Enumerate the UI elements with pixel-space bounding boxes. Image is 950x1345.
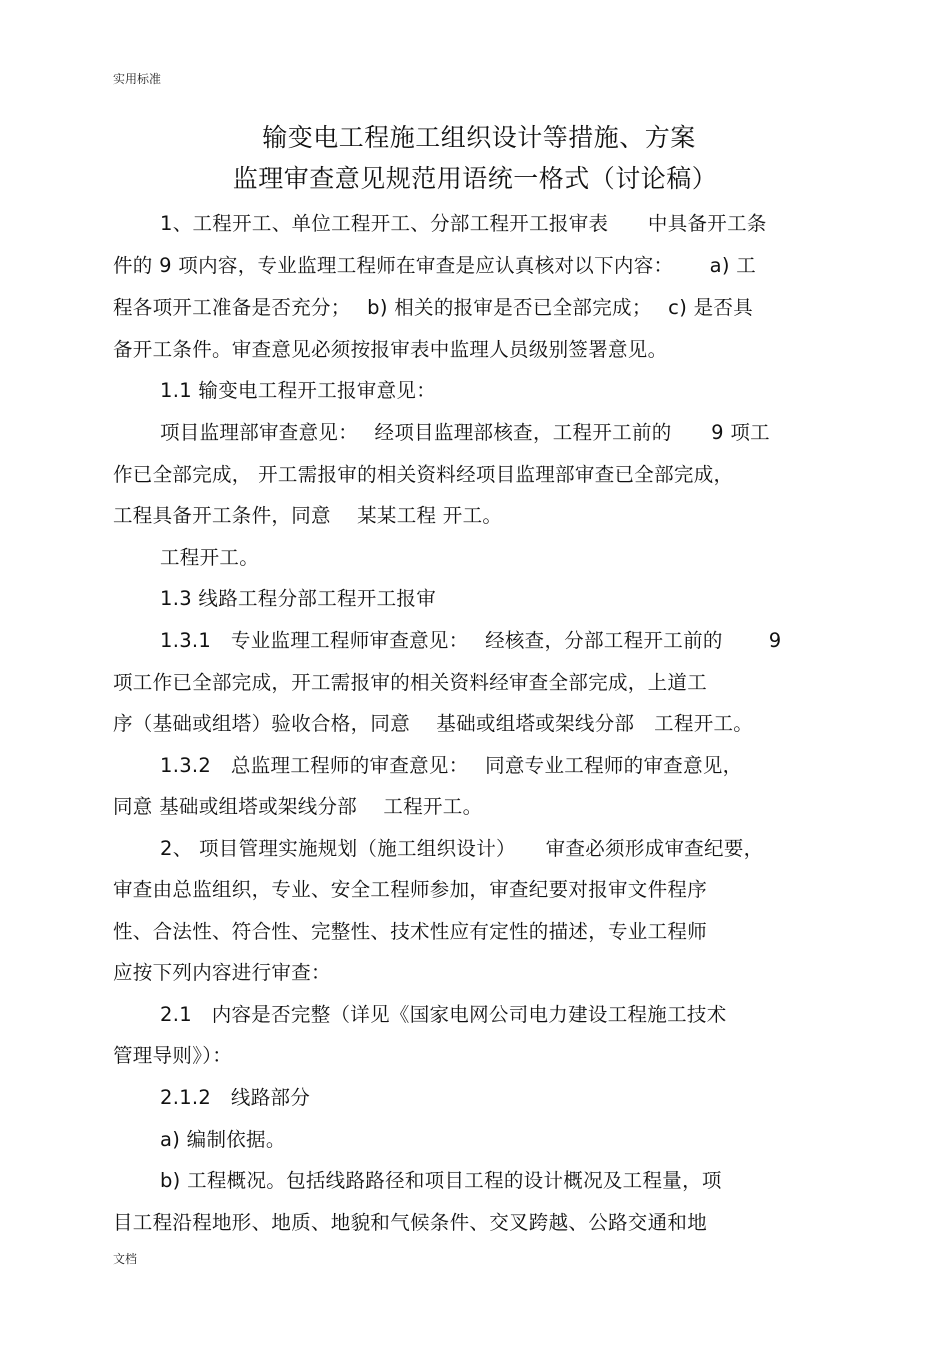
body-line: 1.3.1 专业监理工程师审查意见： 经核查，分部工程开工前的 9 bbox=[160, 629, 782, 652]
list-item: a) 编制依据。 bbox=[160, 1128, 286, 1151]
body-line: 工程开工。 bbox=[160, 546, 260, 569]
body-line: 项目监理部审查意见： 经项目监理部核查，工程开工前的 9 项工 bbox=[160, 421, 770, 444]
page-header: 实用标准 bbox=[113, 72, 162, 86]
section-heading: 2.1.2 线路部分 bbox=[160, 1086, 311, 1109]
body-line: 项工作已全部完成，开工需报审的相关资料经审查全部完成，上道工 bbox=[113, 671, 708, 694]
body-line: 2、 项目管理实施规划（施工组织设计） 审查必须形成审查纪要， bbox=[160, 837, 764, 860]
body-line: 备开工条件。审查意见必须按报审表中监理人员级别签署意见。 bbox=[113, 338, 668, 361]
body-line: 作已全部完成， 开工需报审的相关资料经项目监理部审查已全部完成， bbox=[113, 463, 734, 486]
body-line: 性、合法性、符合性、完整性、技术性应有定性的描述，专业工程师 bbox=[113, 920, 708, 943]
list-item: b) 工程概况。包括线路路径和项目工程的设计概况及工程量，项 bbox=[160, 1169, 722, 1192]
body-line: 同意 基础或组塔或架线分部 工程开工。 bbox=[113, 795, 483, 818]
section-heading: 1.3 线路工程分部工程开工报审 bbox=[160, 587, 437, 610]
section-heading: 1.1 输变电工程开工报审意见： bbox=[160, 379, 437, 402]
body-line: 1、工程开工、单位工程开工、分部工程开工报审表 中具备开工条 bbox=[160, 212, 767, 235]
body-line: 工程具备开工条件，同意 某某工程 开工。 bbox=[113, 504, 503, 527]
page-footer: 文档 bbox=[113, 1252, 138, 1266]
body-line: 目工程沿程地形、地质、地貌和气候条件、交叉跨越、公路交通和地 bbox=[113, 1211, 708, 1234]
section-heading: 2.1 内容是否完整（详见《国家电网公司电力建设工程施工技术 bbox=[160, 1003, 727, 1026]
body-line: 件的 9 项内容，专业监理工程师在审查是应认真核对以下内容： a) 工 bbox=[113, 254, 757, 277]
body-line: 序（基础或组塔）验收合格，同意 基础或组塔或架线分部 工程开工。 bbox=[113, 712, 754, 735]
document-title-line-1: 输变电工程施工组织设计等措施、方案 bbox=[262, 123, 696, 152]
body-line: 管理导则》）： bbox=[113, 1044, 233, 1067]
body-line: 1.3.2 总监理工程师的审查意见： 同意专业工程师的审查意见， bbox=[160, 754, 743, 777]
body-line: 应按下列内容进行审查： bbox=[113, 961, 331, 984]
document-title-line-2: 监理审查意见规范用语统一格式（讨论稿） bbox=[232, 164, 718, 193]
body-line: 审查由总监组织，专业、安全工程师参加，审查纪要对报审文件程序 bbox=[113, 878, 708, 901]
body-line: 程各项开工准备是否充分； b) 相关的报审是否已全部完成； c) 是否具 bbox=[113, 296, 754, 319]
